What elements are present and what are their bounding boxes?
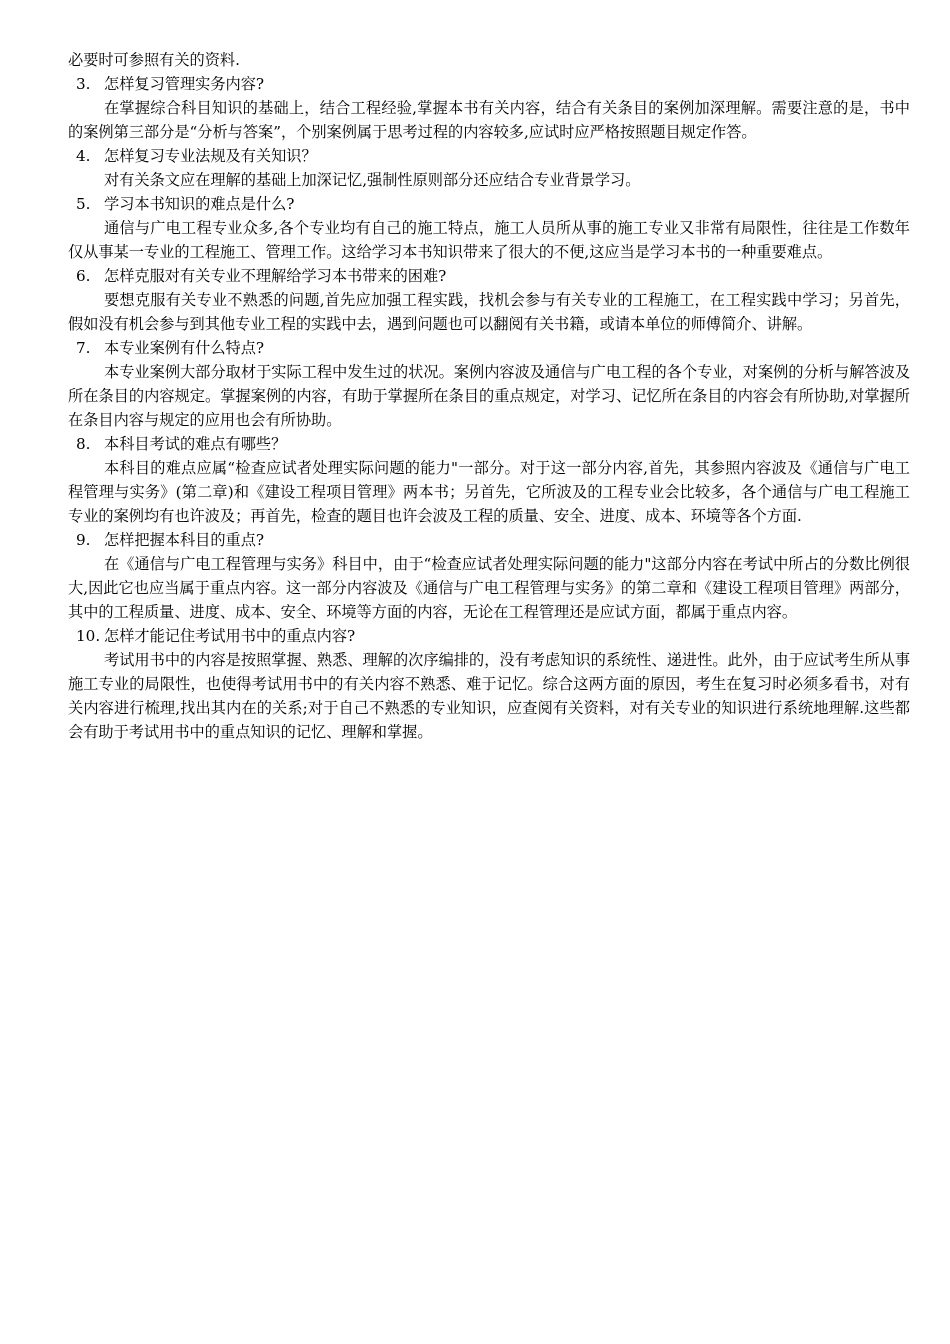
question-number: 10. [76,627,101,645]
document-page [68,48,910,744]
section-4 [68,144,910,192]
answer-paragraph: 本专业案例大部分取材于实际工程中发生过的状况。案例内容波及通信与广电工程的各个专业，对案例的分析与解答波及所在条目的内容规定。掌握案例的内容，有助于掌握所在条目的重点规定，对学习、记忆所在条目的内容会有所协助,对掌握所在条目内容与规定的应用也会有所协助。 [68,363,910,429]
answer-paragraph: 本科目的难点应属“检查应试者处理实际问题的能力"一部分。对于这一部分内容,首先，其参照内容波及《通信与广电工程管理与实务》(第二章)和《建设工程项目管理》两本书；另首先，它所波及的工程专业会比较多，各个通信与广电工程施工专业的案例均有也许波及；再首先，检查的题目也许会波及工程的质量、安全、进度、成本、环境等各个方面. [68,459,910,525]
question-text: 怎样复习管理实务内容? [104,75,265,93]
question-number: 7. [76,339,91,357]
answer-paragraph: 要想克服有关专业不熟悉的问题,首先应加强工程实践，找机会参与有关专业的工程施工，在工程实践中学习；另首先，假如没有机会参与到其他专业工程的实践中去，遇到问题也可以翻阅有关书籍，或请本单位的师傅简介、讲解。 [68,291,910,333]
question-heading [68,192,910,216]
question-heading [68,432,910,456]
question-number: 9. [76,531,91,549]
question-text: 怎样克服对有关专业不理解给学习本书带来的困难? [104,267,447,285]
question-text: 本科目考试的难点有哪些？ [104,435,287,453]
question-number: 4. [76,147,91,165]
question-heading [68,624,910,648]
section-3 [68,72,910,144]
section-10 [68,624,910,744]
answer-paragraph: 在《通信与广电工程管理与实务》科目中，由于“检查应试者处理实际问题的能力"这部分内容在考试中所占的分数比例很大,因此它也应当属于重点内容。这一部分内容波及《通信与广电工程管理与实务》的第二章和《建设工程项目管理》两部分，其中的工程质量、进度、成本、安全、环境等方面的内容，无论在工程管理还是应试方面，都属于重点内容。 [68,555,910,621]
question-heading [68,144,910,168]
intro-text: 必要时可参照有关的资料. [68,51,240,69]
answer-paragraph: 在掌握综合科目知识的基础上，结合工程经验,掌握本书有关内容，结合有关条目的案例加深理解。需要注意的是，书中的案例第三部分是“分析与答案”，个别案例属于思考过程的内容较多,应试时应严格按照题目规定作答。 [68,99,910,141]
question-text: 怎样把握本科目的重点? [104,531,265,549]
section-6 [68,264,910,336]
question-number: 8. [76,435,91,453]
section-9 [68,528,910,624]
question-text: 怎样才能记住考试用书中的重点内容? [104,627,356,645]
question-heading [68,528,910,552]
question-heading [68,336,910,360]
section-5 [68,192,910,264]
question-number: 3. [76,75,91,93]
question-number: 6. [76,267,91,285]
question-heading [68,72,910,96]
answer-paragraph: 对有关条文应在理解的基础上加深记忆,强制性原则部分还应结合专业背景学习。 [104,171,641,189]
question-number: 5. [76,195,91,213]
question-text: 学习本书知识的难点是什么? [104,195,295,213]
section-7 [68,336,910,432]
question-text: 本专业案例有什么特点? [104,339,265,357]
question-heading [68,264,910,288]
section-8 [68,432,910,528]
question-text: 怎样复习专业法规及有关知识？ [104,147,317,165]
answer-paragraph: 通信与广电工程专业众多,各个专业均有自己的施工特点，施工人员所从事的施工专业又非常有局限性，往往是工作数年仅从事某一专业的工程施工、管理工作。这给学习本书知识带来了很大的不便,这应当是学习本书的一种重要难点。 [68,219,910,261]
answer-paragraph: 考试用书中的内容是按照掌握、熟悉、理解的次序编排的，没有考虑知识的系统性、递进性。此外，由于应试考生所从事施工专业的局限性，也使得考试用书中的有关内容不熟悉、难于记忆。综合这两方面的原因，考生在复习时必须多看书，对有关内容进行梳理,找出其内在的关系;对于自己不熟悉的专业知识，应查阅有关资料，对有关专业的知识进行系统地理解.这些都会有助于考试用书中的重点知识的记忆、理解和掌握。 [68,651,910,741]
